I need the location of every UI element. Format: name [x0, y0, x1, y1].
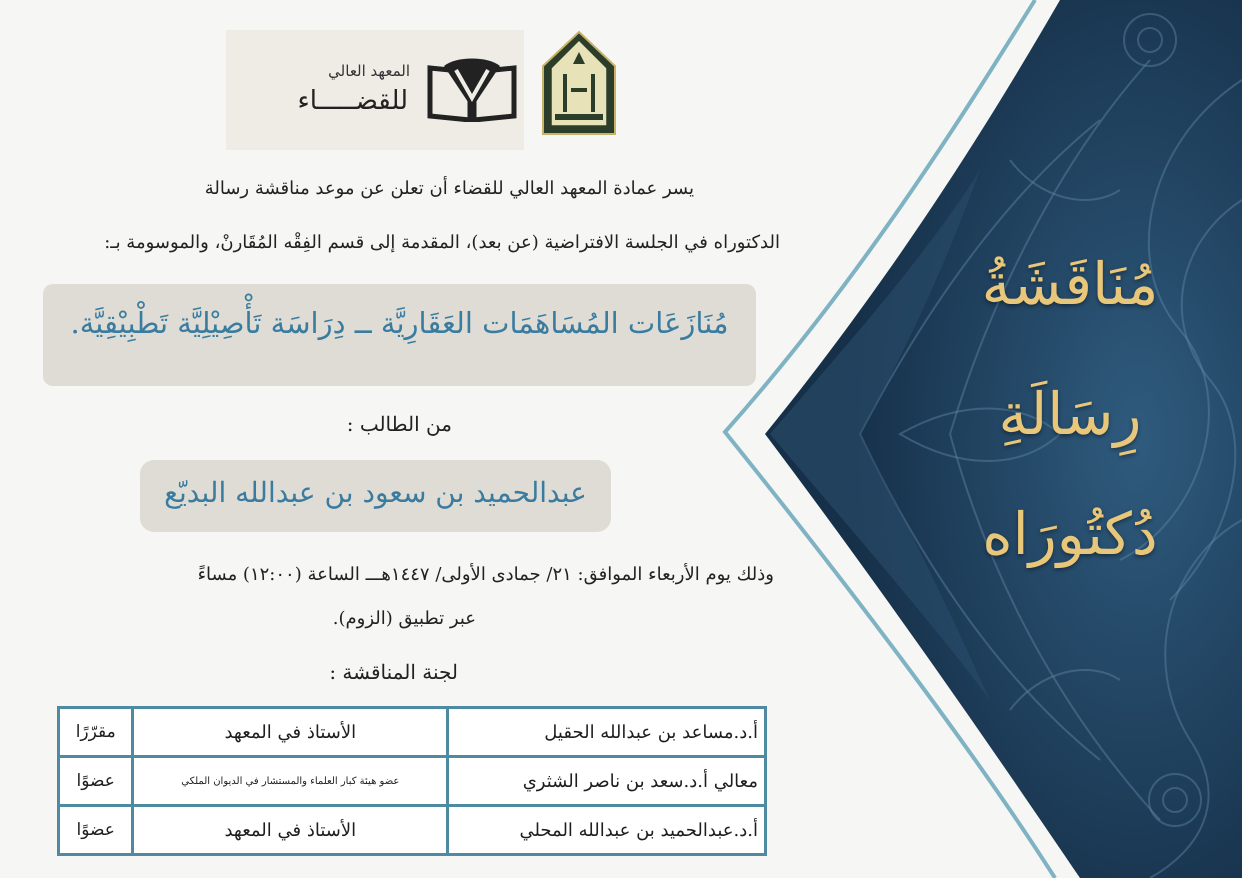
committee-label: لجنة المناقشة : [329, 660, 458, 684]
member-position: الأستاذ في المعهد [133, 806, 448, 855]
side-title-line1: مُنَاقَشَةُ [981, 250, 1159, 318]
committee-table [57, 706, 767, 856]
table-row [59, 708, 766, 757]
member-position: عضو هيئة كبار العلماء والمستشار في الديوان الملكي [133, 757, 448, 806]
member-role: عضوًا [59, 806, 133, 855]
university-seal-icon [541, 30, 617, 136]
table-row [59, 757, 766, 806]
institute-logo-text-line1: المعهد العالي [328, 62, 410, 80]
member-position: الأستاذ في المعهد [133, 708, 448, 757]
side-title-line3: دُكتُورَاه [982, 500, 1158, 568]
intro-line-2: الدكتوراه في الجلسة الافتراضية (عن بعد)، المقدمة إلى قسم الفِقْه المُقَارنْ، والموسومة بـ: [104, 232, 780, 253]
member-role: عضوًا [59, 757, 133, 806]
member-name: أ.د.مساعد بن عبدالله الحقيل [448, 708, 766, 757]
member-role: مقرّرًا [59, 708, 133, 757]
student-label: من الطالب : [346, 412, 452, 436]
intro-line-1: يسر عمادة المعهد العالي للقضاء أن تعلن عن موعد مناقشة رسالة [204, 178, 694, 199]
date-line-2: عبر تطبيق (الزوم). [332, 608, 476, 629]
table-row [59, 806, 766, 855]
thesis-title: مُنَازَعَات المُسَاهَمَات العَقَارِيَّة ــ دِرَاسَة تَأْصِيْلِيَّة تَطْبِيْقِيَّة. [70, 306, 729, 340]
side-title-line2: رِسَالَةِ [998, 380, 1142, 448]
member-name: معالي أ.د.سعد بن ناصر الشثري [448, 757, 766, 806]
open-book-icon [426, 58, 518, 122]
institute-logo-text-line2: للقضـــــاء [297, 86, 408, 116]
student-name: عبدالحميد بن سعود بن عبدالله البديّع [164, 476, 587, 509]
date-line-1: وذلك يوم الأربعاء الموافق: ٢١/ جمادى الأولى/ ١٤٤٧هـــ الساعة (١٢:٠٠) مساءً [197, 564, 774, 585]
member-name: أ.د.عبدالحميد بن عبدالله المحلي [448, 806, 766, 855]
